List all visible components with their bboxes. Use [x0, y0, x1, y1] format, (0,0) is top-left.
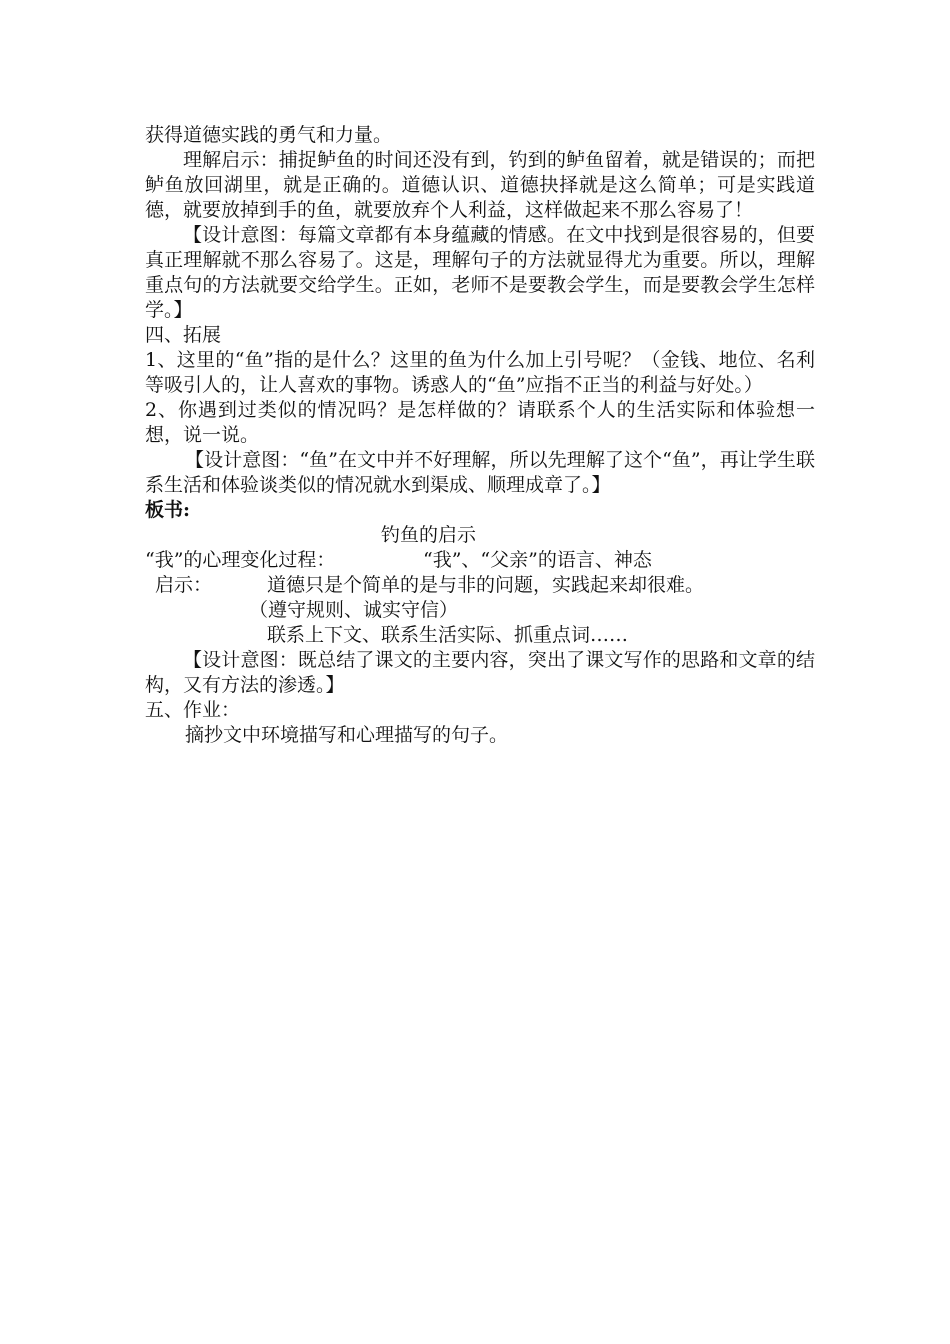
rules-note: （遵守规则、诚实守信）: [249, 599, 459, 621]
paragraph-moral-courage: 获得道德实践的勇气和力量。: [145, 124, 393, 146]
blackboard-title: 钓鱼的启示: [381, 524, 477, 546]
blackboard-rules-row: [145, 598, 815, 623]
insight-label: 启示：: [155, 574, 213, 596]
question-2: 2、你遇到过类似的情况吗？是怎样做的？请联系个人的生活实际和体验想一想，说一说。: [145, 399, 815, 446]
homework-task: 摘抄文中环境描写和心理描写的句子。: [185, 724, 509, 746]
document-body: [145, 123, 815, 748]
methods-list: 联系上下文、联系生活实际、抓重点词……: [267, 624, 629, 646]
blackboard-heading: 板书:: [145, 499, 191, 521]
moral-statement: 道德只是个简单的是与非的问题，实践起来却很难。: [267, 574, 705, 596]
blackboard-insight-row: [145, 573, 815, 598]
blackboard-title-row: [145, 523, 815, 548]
paragraph-design-intent-2: 【设计意图：“鱼”在文中并不好理解，所以先理解了这个“鱼”，再让学生联系生活和体验谈类似的情况就水到渠成、顺理成章了。】: [145, 449, 815, 496]
paragraph-understanding-insight: 理解启示：捕捉鲈鱼的时间还没有到，钓到的鲈鱼留着，就是错误的；而把鲈鱼放回湖里，就是正确的。道德认识、道德抉择就是这么简单；可是实践道德，就要放掉到手的鱼，就要放弃个人利益，这样做起来不那么容易了！: [145, 149, 815, 221]
language-demeanor-label: “我”、“父亲”的语言、神态: [423, 549, 652, 571]
section-heading-extension: 四、拓展: [145, 324, 222, 346]
question-1: 1、这里的“鱼”指的是什么？这里的鱼为什么加上引号呢？（金钱、地位、名利等吸引人的，让人喜欢的事物。诱惑人的“鱼”应指不正当的利益与好处。）: [145, 349, 815, 396]
blackboard-labels-row: [145, 548, 815, 573]
section-heading-homework: 五、作业：: [145, 699, 241, 721]
blackboard-methods-row: [145, 623, 815, 648]
paragraph-design-intent-3: 【设计意图：既总结了课文的主要内容，突出了课文写作的思路和文章的结构，又有方法的渗透。】: [145, 649, 815, 696]
paragraph-design-intent-1: 【设计意图：每篇文章都有本身蕴藏的情感。在文中找到是很容易的，但要真正理解就不那么容易了。这是，理解句子的方法就显得尤为重要。所以，理解重点句的方法就要交给学生。正如，老师不是要教会学生，而是要教会学生怎样学。】: [145, 224, 815, 321]
psychology-change-label: “我”的心理变化过程：: [145, 549, 336, 571]
